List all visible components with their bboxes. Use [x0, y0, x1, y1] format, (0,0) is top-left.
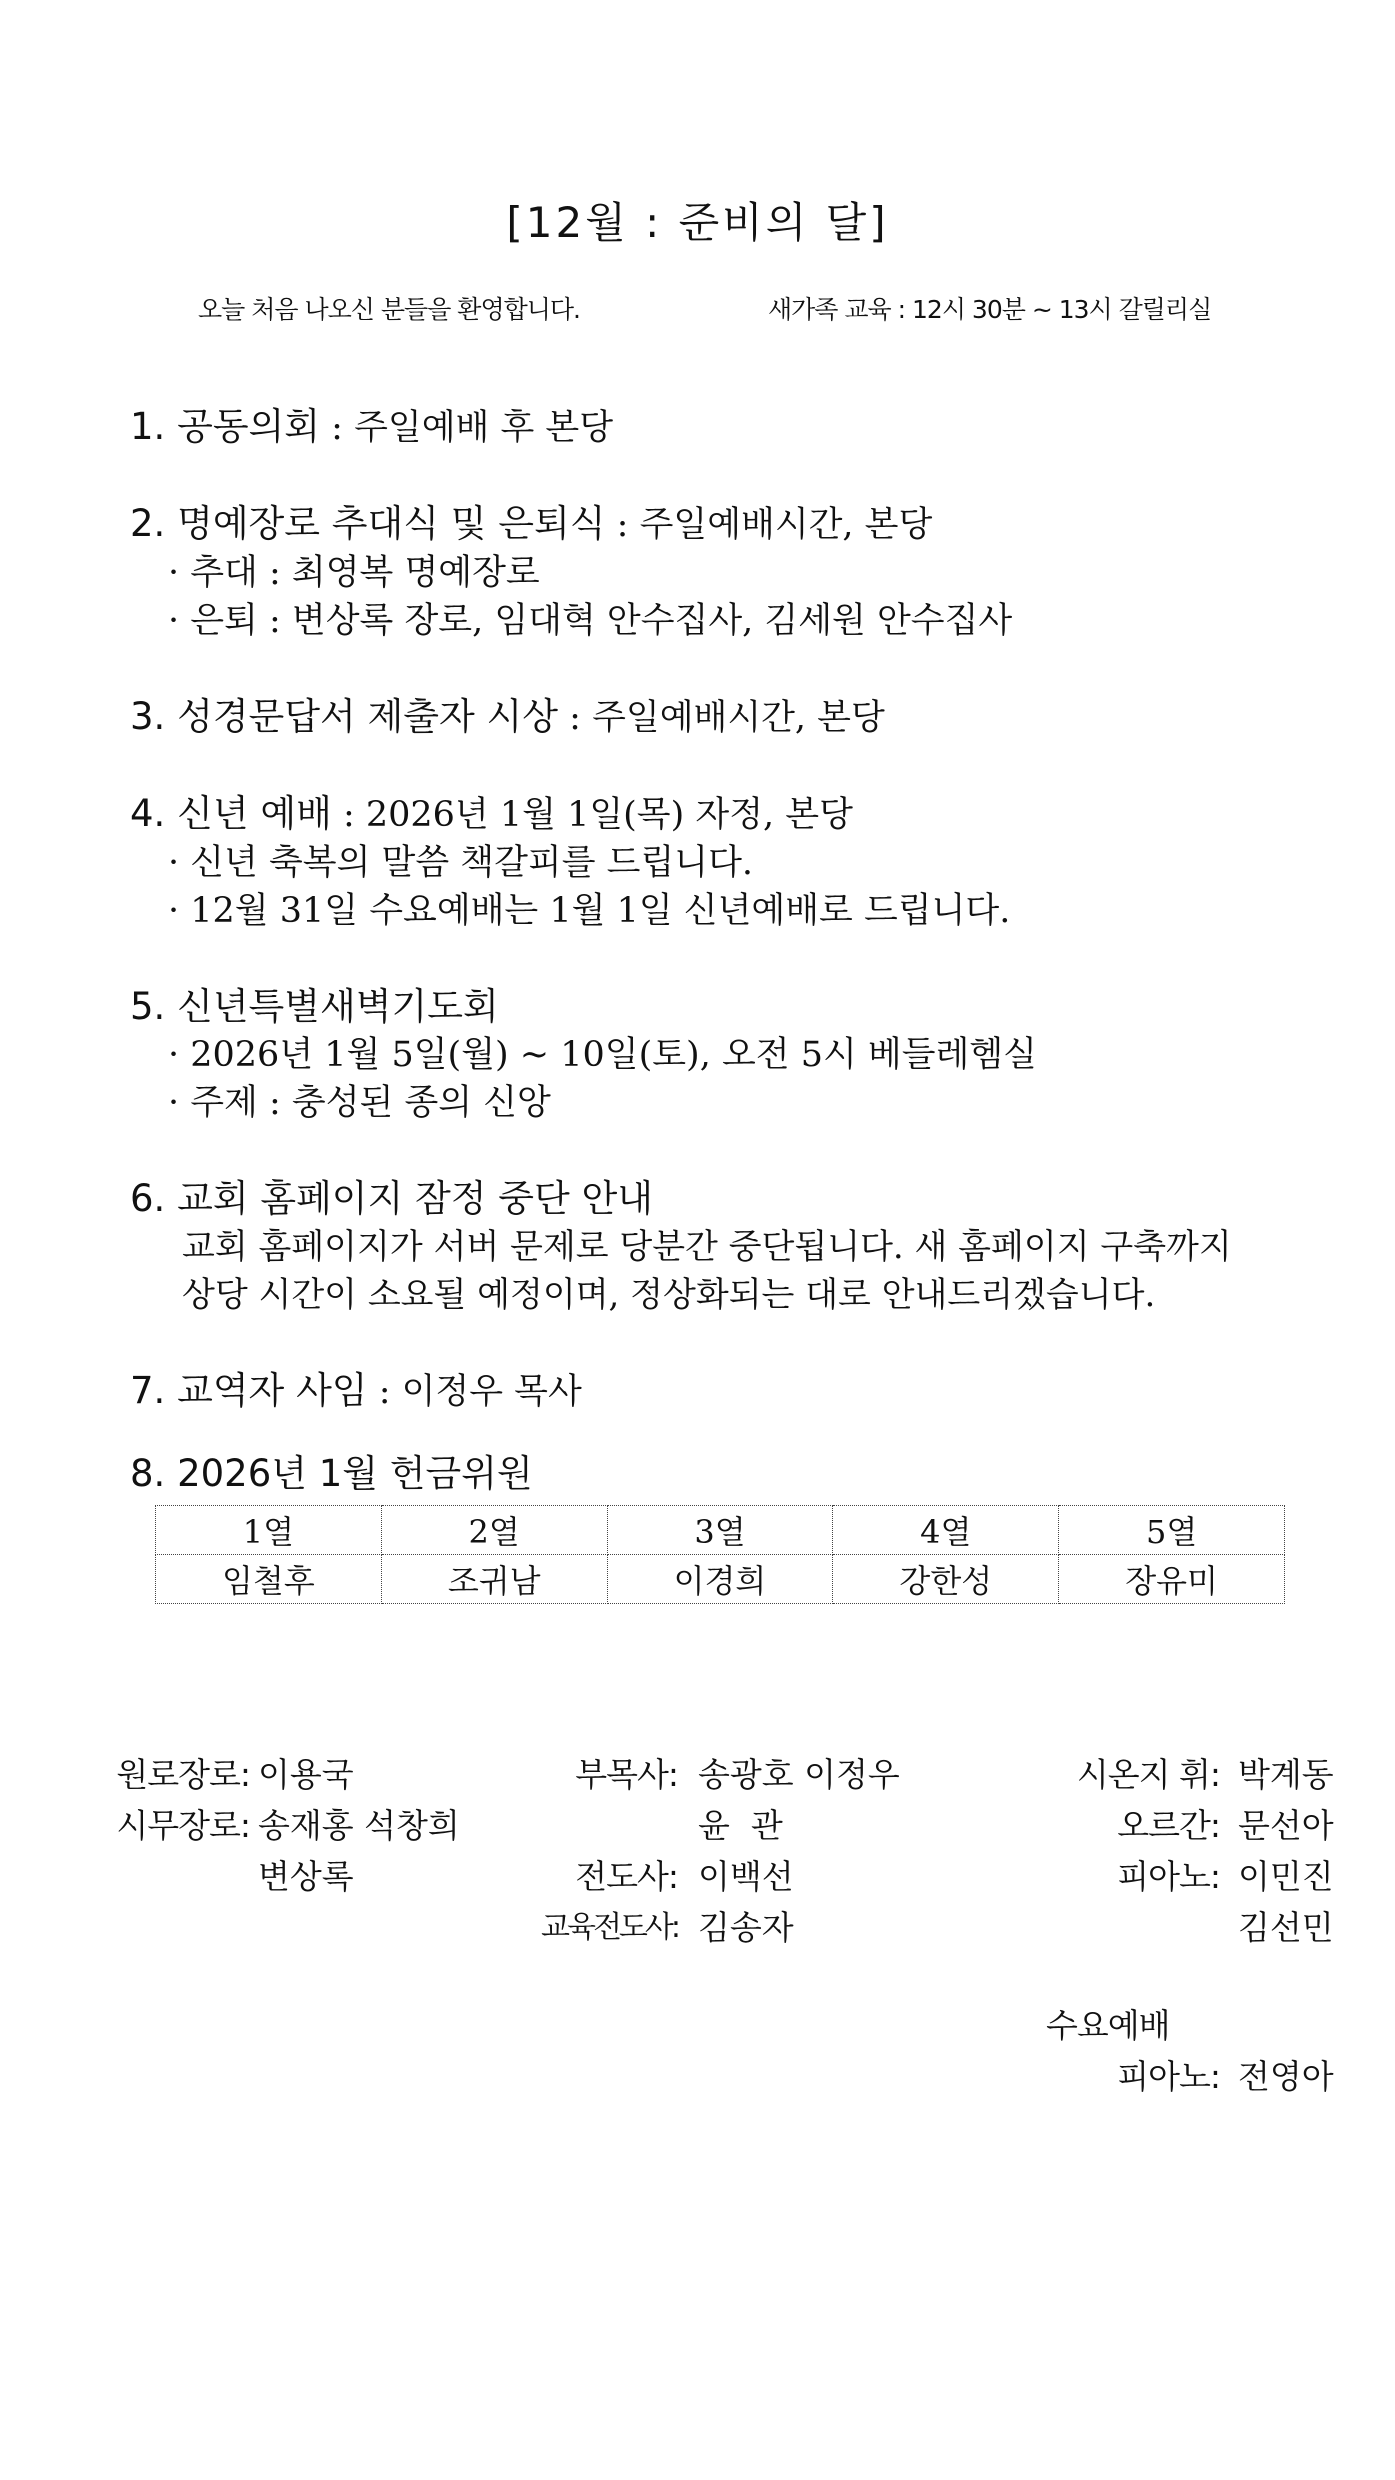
- section-4-bullet-1: · 신년 축복의 말씀 책갈피를 드립니다.: [168, 843, 754, 883]
- section-8-title: 2026년 1월 헌금위원: [177, 1452, 533, 1495]
- section-4-bullet-2: · 12월 31일 수요예배는 1월 1일 신년예배로 드립니다.: [168, 891, 1011, 931]
- table-header-cell: 5열: [1059, 1506, 1285, 1555]
- section-7-heading: 7. 교역자 사임 : 이정우 목사: [130, 1369, 582, 1412]
- section-6-title: 교회 홈페이지 잠정 중단 안내: [177, 1177, 654, 1220]
- section-1-title: 공동의회: [177, 405, 321, 448]
- section-4-heading: 4. 신년 예배 : 2026년 1월 1일(목) 자정, 본당: [130, 792, 853, 835]
- conductor-name: 박계동: [1238, 1755, 1334, 1794]
- section-2-heading: 2. 명예장로 추대식 및 은퇴식 : 주일예배시간, 본당: [130, 502, 933, 545]
- section-3-heading: 3. 성경문답서 제출자 시상 : 주일예배시간, 본당: [130, 695, 885, 738]
- welcome-text: 오늘 처음 나오신 분들을 환영합니다.: [198, 295, 580, 324]
- section-2-bullet-1: · 추대 : 최영복 명예장로: [168, 553, 540, 593]
- page-title: [12월 : 준비의 달]: [506, 198, 889, 247]
- conductor-label: 시온지 휘:: [1076, 1755, 1220, 1794]
- offering-committee-table: [155, 1505, 1285, 1604]
- evangelist-name: 이백선: [698, 1857, 794, 1896]
- section-3-title: 성경문답서 제출자 시상: [177, 695, 559, 738]
- section-6-paragraph-line-2: 상당 시간이 소요될 예정이며, 정상화되는 대로 안내드리겠습니다.: [182, 1275, 1156, 1315]
- section-1-heading: 1. 공동의회 : 주일예배 후 본당: [130, 405, 614, 448]
- section-1-detail: : 주일예배 후 본당: [320, 408, 614, 448]
- section-2-title: 명예장로 추대식 및 은퇴식: [177, 502, 606, 545]
- section-5-bullet-2: · 주제 : 충성된 종의 신앙: [168, 1083, 551, 1123]
- evangelist-label: 전도사:: [575, 1857, 678, 1896]
- elder-emeritus-name: 이용국: [258, 1755, 354, 1794]
- new-family-education: 새가족 교육 : 12시 30분 ~ 13시 갈릴리실: [768, 295, 1212, 324]
- organist-label: 오르간:: [1117, 1806, 1220, 1845]
- table-header-cell: 3열: [607, 1506, 833, 1555]
- table-header-cell: 1열: [156, 1506, 382, 1555]
- table-cell: 이경희: [607, 1555, 833, 1604]
- section-8-heading: 8. 2026년 1월 헌금위원: [130, 1452, 533, 1495]
- wed-pianist-name: 전영아: [1238, 2057, 1334, 2096]
- section-5-bullet-1: · 2026년 1월 5일(월) ~ 10일(토), 오전 5시 베들레헴실: [168, 1035, 1037, 1075]
- section-6-heading: 6. 교회 홈페이지 잠정 중단 안내: [130, 1177, 654, 1220]
- organist-name: 문선아: [1238, 1806, 1334, 1845]
- table-cell: 조귀남: [381, 1555, 607, 1604]
- active-elders-names-2: 변상록: [258, 1857, 354, 1896]
- table-row: [156, 1555, 1285, 1604]
- section-7-title: 교역자 사임: [177, 1369, 368, 1412]
- table-cell: 강한성: [833, 1555, 1059, 1604]
- section-6-paragraph-line-1: 교회 홈페이지가 서버 문제로 당분간 중단됩니다. 새 홈페이지 구축까지: [182, 1227, 1232, 1267]
- wed-pianist-label: 피아노:: [1117, 2057, 1220, 2096]
- table-header-row: [156, 1506, 1285, 1555]
- pianist-name-1: 이민진: [1238, 1857, 1334, 1896]
- table-cell: 임철후: [156, 1555, 382, 1604]
- section-5-title: 신년특별새벽기도회: [177, 985, 499, 1028]
- assoc-pastor-names-2: 윤 관: [698, 1806, 783, 1845]
- section-3-detail: : 주일예배시간, 본당: [558, 698, 885, 738]
- table-header-cell: 4열: [833, 1506, 1059, 1555]
- section-4-title: 신년 예배: [177, 792, 332, 835]
- active-elders-label: 시무장로:: [116, 1806, 250, 1845]
- table-header-cell: 2열: [381, 1506, 607, 1555]
- edu-evangelist-label: 교육전도사:: [540, 1910, 678, 1945]
- active-elders-names-1: 송재홍 석창희: [258, 1806, 460, 1845]
- section-5-heading: 5. 신년특별새벽기도회: [130, 985, 499, 1028]
- wednesday-service-label: 수요예배: [1046, 2006, 1170, 2045]
- pianist-name-2: 김선민: [1238, 1908, 1334, 1947]
- table-cell: 장유미: [1059, 1555, 1285, 1604]
- assoc-pastor-names-1: 송광호 이정우: [698, 1755, 900, 1794]
- section-2-bullet-2: · 은퇴 : 변상록 장로, 임대혁 안수집사, 김세원 안수집사: [168, 601, 1013, 641]
- assoc-pastor-label: 부목사:: [575, 1755, 678, 1794]
- edu-evangelist-name: 김송자: [698, 1908, 794, 1947]
- section-4-detail: : 2026년 1월 1일(목) 자정, 본당: [331, 795, 853, 835]
- pianist-label: 피아노:: [1117, 1857, 1220, 1896]
- section-2-detail: : 주일예배시간, 본당: [605, 505, 933, 545]
- elder-emeritus-label: 원로장로:: [116, 1755, 250, 1794]
- section-7-detail: : 이정우 목사: [367, 1372, 582, 1412]
